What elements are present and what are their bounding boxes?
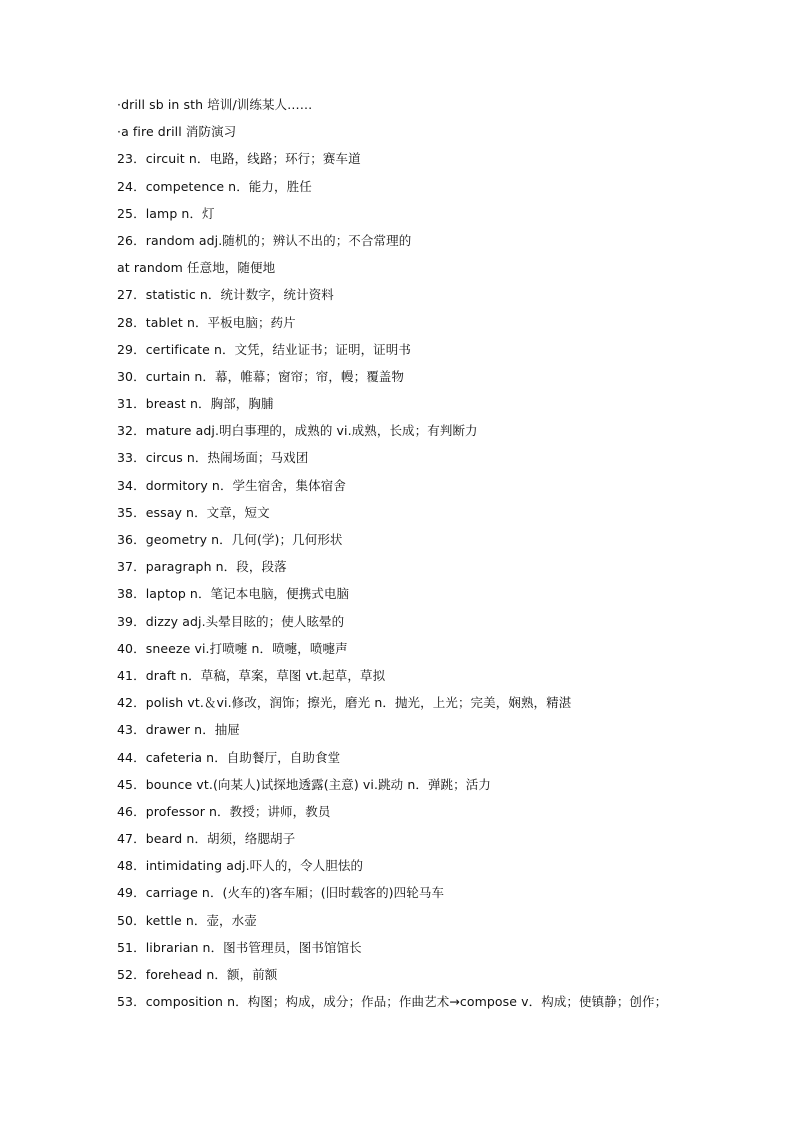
- list-item: 24．competence n．能力，胜任: [117, 178, 312, 194]
- list-item: 30．curtain n．幕，帷幕；窗帘；帘，幔；覆盖物: [117, 368, 404, 384]
- list-item: 53．composition n．构图；构成，成分；作品；作曲艺术→compose v．构成；使镇静；创作；: [117, 994, 668, 1010]
- list-item: 42．polish vt.＆vi.修改，润饰；擦光，磨光 n．抛光，上光；完美，娴熟，精湛: [117, 695, 572, 711]
- list-item: 52．forehead n．额，前额: [117, 967, 278, 982]
- list-item: 26．random adj.随机的；辨认不出的；不合常理的: [117, 232, 412, 248]
- list-item: 25．lamp n．灯: [117, 205, 215, 221]
- list-item: 37．paragraph n．段，段落: [117, 559, 287, 575]
- list-item: 41．draft n．草稿，草案，草图 vt.起草，草拟: [117, 667, 386, 683]
- list-item: 27．statistic n．统计数字，统计资料: [117, 287, 334, 303]
- list-item: 39．dizzy adj.头晕目眩的；使人眩晕的: [117, 613, 345, 629]
- list-item: 38．laptop n．笔记本电脑，便携式电脑: [117, 586, 350, 602]
- list-item: 32．mature adj.明白事理的，成熟的 vi.成熟，长成；有判断力: [117, 423, 478, 439]
- list-item: 34．dormitory n．学生宿舍，集体宿舍: [117, 477, 346, 493]
- list-item: 50．kettle n．壶，水壶: [117, 912, 257, 928]
- list-item: at random 任意地，随便地: [117, 260, 276, 276]
- list-item: 40．sneeze vi.打喷嚏 n．喷嚏，喷嚏声: [117, 640, 348, 656]
- list-item: 45．bounce vt.(向某人)试探地透露(主意) vi.跳动 n．弹跳；活力: [117, 776, 491, 792]
- list-item: 28．tablet n．平板电脑；药片: [117, 314, 296, 330]
- list-item: 48．intimidating adj.吓人的，令人胆怯的: [117, 858, 364, 874]
- list-item: 44．cafeteria n．自助餐厅，自助食堂: [117, 749, 341, 765]
- list-item: 31．breast n．胸部，胸脯: [117, 396, 274, 412]
- list-item: 49．carriage n．(火车的)客车厢；(旧时载客的)四轮马车: [117, 885, 445, 901]
- list-item: 23．circuit n．电路，线路；环行；赛车道: [117, 151, 361, 167]
- list-item: ·a fire drill 消防演习: [117, 124, 237, 140]
- list-item: ·drill sb in sth 培训/训练某人……: [117, 97, 313, 112]
- list-item: 47．beard n．胡须，络腮胡子: [117, 831, 296, 847]
- vocabulary-list: [117, 95, 787, 1019]
- list-item: 35．essay n．文章，短文: [117, 504, 270, 520]
- list-item: 36．geometry n．几何(学)；几何形状: [117, 532, 343, 547]
- list-item: 29．certificate n．文凭，结业证书；证明，证明书: [117, 341, 411, 357]
- list-item: 46．professor n．教授；讲师，教员: [117, 803, 331, 819]
- list-item: 43．drawer n．抽屉: [117, 722, 240, 738]
- list-item: 51．librarian n．图书管理员，图书馆馆长: [117, 939, 362, 955]
- list-item: 33．circus n．热闹场面；马戏团: [117, 450, 309, 466]
